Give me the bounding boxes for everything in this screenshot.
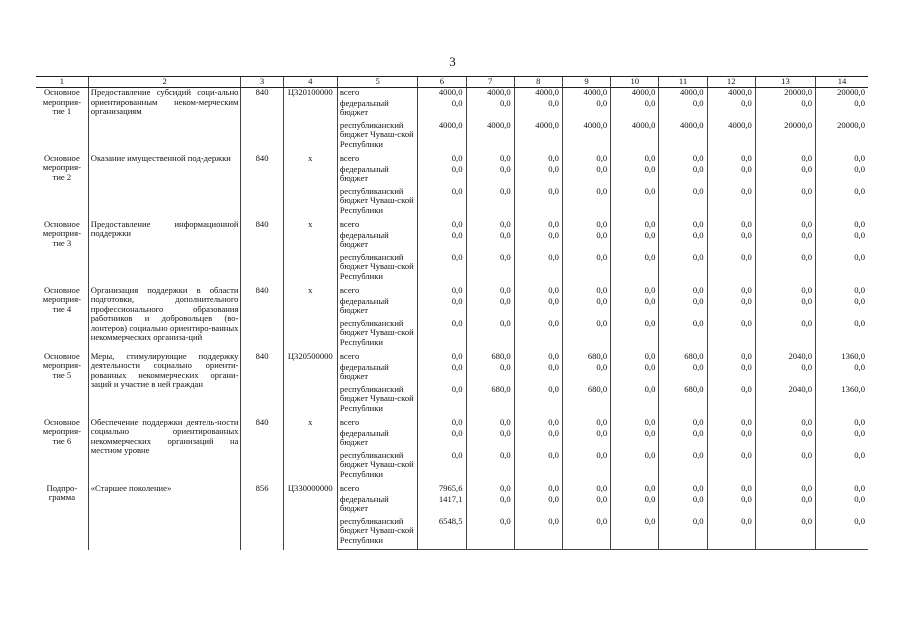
funding-source-cell: федеральный бюджет: [337, 231, 417, 253]
value-cell: 0,0: [816, 220, 868, 231]
header-cell: 14: [816, 77, 868, 88]
value-cell: 0,0: [466, 165, 514, 187]
code-cell: x: [283, 154, 337, 220]
value-cell: 20000,0: [816, 121, 868, 154]
value-cell: 0,0: [755, 297, 815, 319]
measure-name-cell: Обеспечение поддержки деятель-ности социально ориентированных некоммерческих организаций на местном уровне: [88, 418, 241, 484]
funding-source-cell: всего: [337, 154, 417, 165]
value-cell: 680,0: [466, 352, 514, 363]
value-cell: 0,0: [418, 99, 466, 121]
value-cell: 4000,0: [466, 121, 514, 154]
value-cell: 0,0: [562, 429, 610, 451]
value-cell: 0,0: [659, 484, 707, 495]
value-cell: 0,0: [611, 495, 659, 517]
measure-name-cell: «Старшее поколение»: [88, 484, 241, 550]
grbs-cell: 840: [241, 352, 283, 418]
value-cell: 0,0: [755, 451, 815, 484]
value-cell: 0,0: [418, 154, 466, 165]
value-cell: 0,0: [466, 286, 514, 297]
value-cell: 0,0: [659, 99, 707, 121]
header-cell: 5: [337, 77, 417, 88]
measure-name-cell: Предоставление субсидий соци-ально ориентированным неком-мерческим организациям: [88, 88, 241, 154]
value-cell: 0,0: [514, 484, 562, 495]
table-row: [36, 352, 868, 363]
code-cell: Ц320500000: [283, 352, 337, 418]
value-cell: 4000,0: [562, 88, 610, 99]
header-cell: 11: [659, 77, 707, 88]
value-cell: 0,0: [611, 418, 659, 429]
value-cell: 0,0: [611, 231, 659, 253]
value-cell: 0,0: [514, 517, 562, 550]
value-cell: 0,0: [514, 220, 562, 231]
value-cell: 0,0: [707, 297, 755, 319]
grbs-cell: 840: [241, 418, 283, 484]
value-cell: 1360,0: [816, 352, 868, 363]
value-cell: 0,0: [816, 253, 868, 286]
value-cell: 4000,0: [418, 121, 466, 154]
value-cell: 0,0: [562, 451, 610, 484]
value-cell: 1360,0: [816, 385, 868, 418]
measure-type-cell: Основное мероприя-тие 4: [42, 284, 81, 314]
value-cell: 0,0: [816, 286, 868, 297]
funding-source-cell: всего: [337, 286, 417, 297]
value-cell: 0,0: [418, 429, 466, 451]
value-cell: 0,0: [755, 517, 815, 550]
value-cell: 6548,5: [418, 517, 466, 550]
value-cell: 0,0: [707, 154, 755, 165]
value-cell: 0,0: [466, 363, 514, 385]
value-cell: 0,0: [562, 220, 610, 231]
value-cell: 0,0: [659, 231, 707, 253]
value-cell: 0,0: [418, 297, 466, 319]
value-cell: 680,0: [466, 385, 514, 418]
value-cell: 0,0: [816, 165, 868, 187]
value-cell: 0,0: [466, 429, 514, 451]
value-cell: 0,0: [611, 187, 659, 220]
value-cell: 0,0: [611, 253, 659, 286]
value-cell: 0,0: [418, 319, 466, 352]
value-cell: 0,0: [418, 418, 466, 429]
funding-source-cell: республиканский бюджет Чуваш-ской Республики: [337, 451, 417, 484]
code-cell: x: [283, 418, 337, 484]
value-cell: 0,0: [816, 187, 868, 220]
value-cell: 0,0: [514, 495, 562, 517]
funding-source-cell: федеральный бюджет: [337, 363, 417, 385]
header-cell: 2: [88, 77, 241, 88]
funding-source-cell: всего: [337, 484, 417, 495]
value-cell: 0,0: [611, 99, 659, 121]
value-cell: 0,0: [514, 99, 562, 121]
measure-type-cell: Основное мероприя-тие 1: [42, 87, 81, 117]
funding-source-cell: всего: [337, 220, 417, 231]
value-cell: 0,0: [659, 165, 707, 187]
value-cell: 0,0: [418, 220, 466, 231]
value-cell: 0,0: [418, 165, 466, 187]
value-cell: 0,0: [562, 319, 610, 352]
funding-source-cell: федеральный бюджет: [337, 495, 417, 517]
value-cell: 4000,0: [611, 88, 659, 99]
value-cell: 0,0: [418, 253, 466, 286]
value-cell: 0,0: [562, 231, 610, 253]
value-cell: 0,0: [707, 517, 755, 550]
value-cell: 0,0: [707, 484, 755, 495]
value-cell: 0,0: [707, 429, 755, 451]
funding-source-cell: республиканский бюджет Чуваш-ской Республики: [337, 517, 417, 550]
value-cell: 0,0: [466, 451, 514, 484]
measure-type-cell: Подпро-грамма: [46, 482, 78, 503]
value-cell: 0,0: [816, 484, 868, 495]
value-cell: 4000,0: [659, 88, 707, 99]
value-cell: 680,0: [659, 352, 707, 363]
value-cell: 4000,0: [514, 121, 562, 154]
value-cell: 0,0: [562, 99, 610, 121]
header-cell: 1: [36, 77, 88, 88]
value-cell: 0,0: [611, 297, 659, 319]
value-cell: 0,0: [466, 495, 514, 517]
measure-name-cell: Меры, стимулирующие поддержку деятельности социально ориенти-рованных некоммерческих органи-заций и участие в ней граждан: [88, 352, 241, 418]
value-cell: 0,0: [418, 385, 466, 418]
value-cell: 0,0: [466, 231, 514, 253]
value-cell: 0,0: [514, 451, 562, 484]
measure-type-cell: Основное мероприя-тие 2: [42, 152, 81, 182]
value-cell: 0,0: [755, 231, 815, 253]
header-cell: 8: [514, 77, 562, 88]
value-cell: 0,0: [562, 484, 610, 495]
value-cell: 0,0: [514, 165, 562, 187]
value-cell: 0,0: [466, 187, 514, 220]
value-cell: 4000,0: [466, 88, 514, 99]
value-cell: 0,0: [659, 297, 707, 319]
value-cell: 1417,1: [418, 495, 466, 517]
value-cell: 0,0: [562, 154, 610, 165]
value-cell: 4000,0: [514, 88, 562, 99]
header-cell: 10: [611, 77, 659, 88]
value-cell: 0,0: [562, 165, 610, 187]
value-cell: 0,0: [611, 385, 659, 418]
funding-source-cell: федеральный бюджет: [337, 165, 417, 187]
funding-source-cell: федеральный бюджет: [337, 99, 417, 121]
value-cell: 0,0: [755, 187, 815, 220]
value-cell: 0,0: [659, 154, 707, 165]
grbs-cell: 856: [241, 484, 283, 550]
header-cell: 7: [466, 77, 514, 88]
value-cell: 0,0: [514, 297, 562, 319]
value-cell: 0,0: [418, 352, 466, 363]
funding-source-cell: всего: [337, 88, 417, 99]
value-cell: 0,0: [611, 429, 659, 451]
value-cell: 0,0: [418, 231, 466, 253]
header-row: [36, 77, 868, 88]
value-cell: 0,0: [755, 484, 815, 495]
measure-type-cell: Основное мероприя-тие 6: [42, 416, 81, 446]
value-cell: 0,0: [659, 517, 707, 550]
grbs-cell: 840: [241, 220, 283, 286]
value-cell: 0,0: [659, 495, 707, 517]
code-cell: x: [283, 286, 337, 352]
value-cell: 20000,0: [816, 88, 868, 99]
value-cell: 0,0: [816, 429, 868, 451]
table-row: [36, 418, 868, 429]
value-cell: 4000,0: [659, 121, 707, 154]
value-cell: 0,0: [707, 165, 755, 187]
value-cell: 0,0: [707, 231, 755, 253]
header-cell: 12: [707, 77, 755, 88]
value-cell: 0,0: [755, 99, 815, 121]
value-cell: 0,0: [514, 154, 562, 165]
measure-name-cell: Предоставление информационной поддержки: [88, 220, 241, 286]
value-cell: 0,0: [562, 418, 610, 429]
measure-type-cell: Основное мероприя-тие 3: [42, 218, 81, 248]
value-cell: 0,0: [755, 220, 815, 231]
value-cell: 0,0: [514, 418, 562, 429]
page-number: 3: [449, 54, 456, 69]
value-cell: 0,0: [755, 363, 815, 385]
funding-source-cell: республиканский бюджет Чуваш-ской Республики: [337, 187, 417, 220]
value-cell: 0,0: [816, 517, 868, 550]
value-cell: 0,0: [514, 363, 562, 385]
value-cell: 0,0: [816, 418, 868, 429]
value-cell: 680,0: [562, 385, 610, 418]
code-cell: Ц320100000: [283, 88, 337, 154]
measure-name-cell: Оказание имущественной под-держки: [88, 154, 241, 220]
value-cell: 0,0: [466, 253, 514, 286]
value-cell: 680,0: [659, 385, 707, 418]
grbs-cell: 840: [241, 286, 283, 352]
table-row: [36, 154, 868, 165]
value-cell: 0,0: [707, 352, 755, 363]
code-cell: Ц330000000: [283, 484, 337, 550]
value-cell: 2040,0: [755, 352, 815, 363]
header-cell: 13: [755, 77, 815, 88]
funding-source-cell: всего: [337, 352, 417, 363]
value-cell: 0,0: [562, 187, 610, 220]
value-cell: 0,0: [816, 154, 868, 165]
value-cell: 0,0: [418, 451, 466, 484]
value-cell: 0,0: [514, 187, 562, 220]
value-cell: 0,0: [466, 99, 514, 121]
value-cell: 0,0: [755, 418, 815, 429]
table-row: [36, 88, 868, 99]
funding-source-cell: республиканский бюджет Чуваш-ской Республики: [337, 319, 417, 352]
funding-source-cell: республиканский бюджет Чуваш-ской Республики: [337, 385, 417, 418]
value-cell: 0,0: [611, 352, 659, 363]
value-cell: 0,0: [611, 363, 659, 385]
value-cell: 0,0: [707, 495, 755, 517]
value-cell: 0,0: [707, 451, 755, 484]
value-cell: 0,0: [707, 418, 755, 429]
header-cell: 9: [562, 77, 610, 88]
value-cell: 0,0: [611, 319, 659, 352]
value-cell: 0,0: [816, 231, 868, 253]
value-cell: 0,0: [659, 429, 707, 451]
value-cell: 0,0: [611, 154, 659, 165]
value-cell: 0,0: [418, 363, 466, 385]
value-cell: 4000,0: [418, 88, 466, 99]
table-row: [36, 286, 868, 297]
measure-type-cell: Основное мероприя-тие 5: [42, 350, 81, 380]
value-cell: 0,0: [707, 99, 755, 121]
value-cell: 4000,0: [562, 121, 610, 154]
header-cell: 6: [418, 77, 466, 88]
value-cell: 0,0: [562, 363, 610, 385]
value-cell: 20000,0: [755, 88, 815, 99]
value-cell: 0,0: [659, 451, 707, 484]
funding-source-cell: федеральный бюджет: [337, 297, 417, 319]
value-cell: 0,0: [514, 319, 562, 352]
value-cell: 0,0: [514, 385, 562, 418]
value-cell: 0,0: [707, 253, 755, 286]
value-cell: 0,0: [466, 154, 514, 165]
value-cell: 0,0: [611, 165, 659, 187]
value-cell: 0,0: [514, 352, 562, 363]
value-cell: 0,0: [816, 99, 868, 121]
value-cell: 2040,0: [755, 385, 815, 418]
value-cell: 0,0: [466, 517, 514, 550]
value-cell: 0,0: [707, 220, 755, 231]
value-cell: 4000,0: [707, 121, 755, 154]
value-cell: 0,0: [514, 253, 562, 286]
value-cell: 0,0: [562, 495, 610, 517]
funding-source-cell: республиканский бюджет Чуваш-ской Республики: [337, 253, 417, 286]
value-cell: 0,0: [562, 297, 610, 319]
value-cell: 0,0: [816, 319, 868, 352]
measure-name-cell: Организация поддержки в области подготовки, дополнительного профессионального образования работников и добровольцев (во-лонтеров) социально ориентиро-ванных некоммерческих организа-ций: [88, 286, 241, 352]
value-cell: 4000,0: [611, 121, 659, 154]
table-row: [36, 220, 868, 231]
value-cell: 0,0: [755, 319, 815, 352]
value-cell: 0,0: [659, 187, 707, 220]
value-cell: 20000,0: [755, 121, 815, 154]
value-cell: 0,0: [755, 429, 815, 451]
table-row: [36, 484, 868, 495]
header-cell: 4: [283, 77, 337, 88]
value-cell: 7965,6: [418, 484, 466, 495]
grbs-cell: 840: [241, 88, 283, 154]
value-cell: 0,0: [466, 220, 514, 231]
value-cell: 0,0: [611, 451, 659, 484]
value-cell: 0,0: [707, 385, 755, 418]
funding-table: [36, 76, 868, 550]
value-cell: 0,0: [659, 418, 707, 429]
value-cell: 0,0: [514, 429, 562, 451]
header-cell: 3: [241, 77, 283, 88]
grbs-cell: 840: [241, 154, 283, 220]
value-cell: 0,0: [562, 286, 610, 297]
value-cell: 0,0: [514, 286, 562, 297]
value-cell: 0,0: [659, 220, 707, 231]
value-cell: 0,0: [466, 297, 514, 319]
value-cell: 4000,0: [707, 88, 755, 99]
value-cell: 0,0: [707, 187, 755, 220]
value-cell: 0,0: [816, 297, 868, 319]
value-cell: 0,0: [418, 286, 466, 297]
value-cell: 0,0: [611, 484, 659, 495]
value-cell: 0,0: [755, 286, 815, 297]
value-cell: 0,0: [659, 319, 707, 352]
value-cell: 680,0: [562, 352, 610, 363]
value-cell: 0,0: [466, 319, 514, 352]
value-cell: 0,0: [707, 319, 755, 352]
value-cell: 0,0: [466, 418, 514, 429]
value-cell: 0,0: [659, 286, 707, 297]
value-cell: 0,0: [816, 363, 868, 385]
value-cell: 0,0: [755, 165, 815, 187]
value-cell: 0,0: [816, 495, 868, 517]
value-cell: 0,0: [466, 484, 514, 495]
value-cell: 0,0: [611, 220, 659, 231]
value-cell: 0,0: [659, 253, 707, 286]
value-cell: 0,0: [755, 253, 815, 286]
funding-source-cell: республиканский бюджет Чуваш-ской Республики: [337, 121, 417, 154]
value-cell: 0,0: [707, 286, 755, 297]
value-cell: 0,0: [611, 517, 659, 550]
value-cell: 0,0: [755, 495, 815, 517]
funding-source-cell: всего: [337, 418, 417, 429]
value-cell: 0,0: [514, 231, 562, 253]
value-cell: 0,0: [611, 286, 659, 297]
value-cell: 0,0: [562, 517, 610, 550]
value-cell: 0,0: [816, 451, 868, 484]
value-cell: 0,0: [755, 154, 815, 165]
value-cell: 0,0: [707, 363, 755, 385]
value-cell: 0,0: [562, 253, 610, 286]
value-cell: 0,0: [418, 187, 466, 220]
code-cell: x: [283, 220, 337, 286]
funding-source-cell: федеральный бюджет: [337, 429, 417, 451]
value-cell: 0,0: [659, 363, 707, 385]
